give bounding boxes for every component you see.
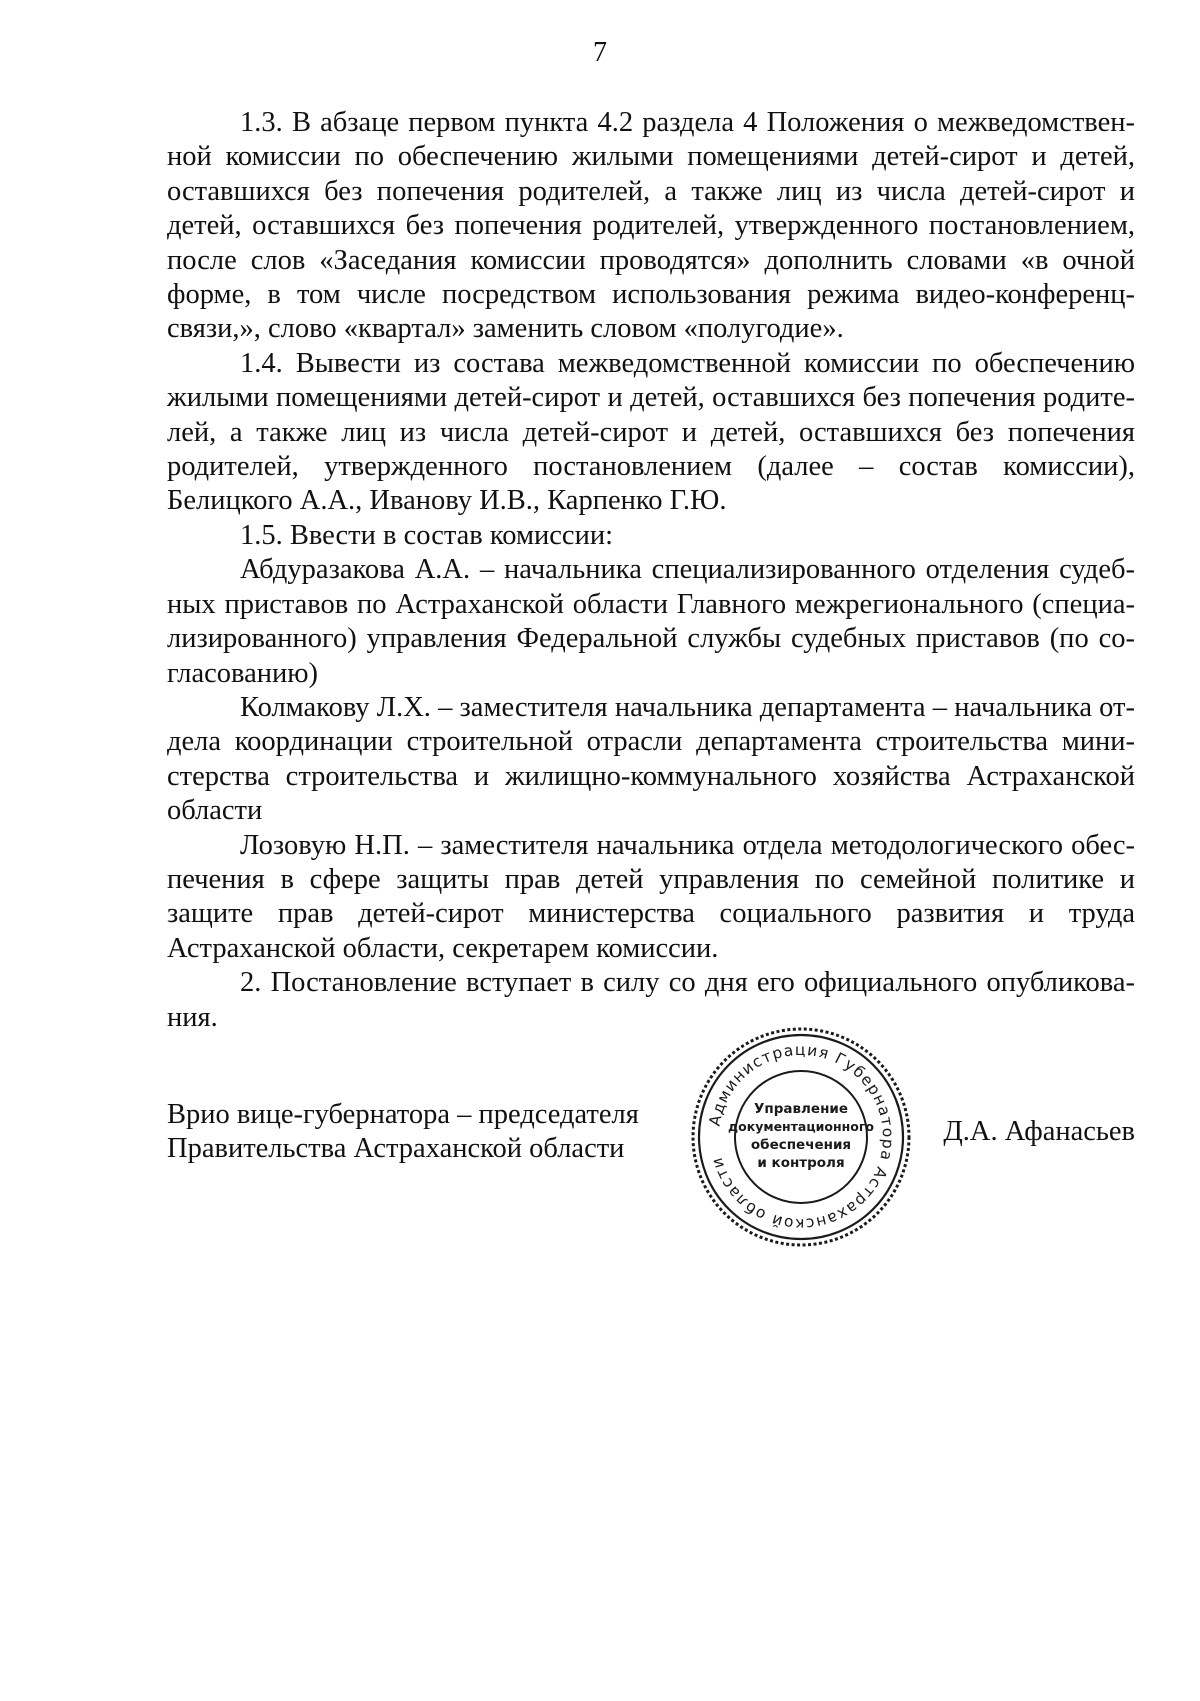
- paragraph-member-abdurazakov: Абдуразакова А.А. – начальника специализированного отделения судебных приставов по Астраханской области Главного межрегионального (специализированного) управления Федеральной службы судебных приставов (по согласованию): [167, 554, 1135, 689]
- document-body: [167, 106, 1135, 1035]
- paragraph-1-3: 1.3. В абзаце первом пункта 4.2 раздела 4 Положения о межведомственной комиссии по обеспечению жилыми помещениями детей-сирот и детей, оставшихся без попечения родителей, а также лиц из числа детей-сирот и детей, оставшихся без попечения родителей, утвержденного постановлением, после слов «Заседания комиссии проводятся» дополнить словами «в очной форме, в том числе посредством использования режима видео-конференц-связи,», слово «квартал» заменить словом «полугодие».: [167, 107, 1135, 345]
- paragraph-1-5: 1.5. Ввести в состав комиссии:: [240, 519, 614, 551]
- stamp-inner-line-3: обеспечения: [750, 1137, 852, 1153]
- stamp-inner-line-2: документационного: [728, 1119, 874, 1134]
- signature-block: [167, 1040, 1135, 1358]
- stamp-inner-line-1: Управление: [753, 1101, 849, 1117]
- paragraph-1-4: 1.4. Вывести из состава межведомственной комиссии по обеспечению жилыми помещениями детей-сирот и детей, оставшихся без попечения родителей, а также лиц из числа детей-сирот и детей, оставшихся без попечения родителей, утвержденного постановлением (далее – состав комиссии), Белицкого А.А., Иванову И.В., Карпенко Г.Ю.: [167, 347, 1135, 517]
- paragraph-2: 2. Постановление вступает в силу со дня его официального опубликования.: [167, 967, 1135, 1033]
- signatory-position-line1: Врио вице-губернатора – председателя: [167, 1099, 639, 1130]
- paragraph-member-lozovaya: Лозовую Н.П. – заместителя начальника отдела методологического обеспечения в сфере защиты прав детей управления по семейной политике и защите прав детей-сирот министерства социального развития и труда Астраханской области, секретарем комиссии.: [167, 829, 1135, 964]
- page-number: 7: [593, 37, 607, 68]
- official-stamp: [688, 1024, 914, 1250]
- stamp-outer-text: Администрация Губернатора Астраханской области: [705, 1040, 898, 1234]
- signatory-position: [167, 1098, 639, 1167]
- signatory-name: Д.А. Афанасьев: [943, 1116, 1135, 1147]
- signatory-position-line2: Правительства Астраханской области: [167, 1133, 625, 1165]
- paragraph-member-kolmakova: Колмакову Л.Х. – заместителя начальника департамента – начальника отдела координации строительной отрасли департамента строительства министерства строительства и жилищно-коммунального хозяйства Астраханской области: [167, 691, 1135, 827]
- stamp-inner-line-4: и контроля: [757, 1155, 845, 1171]
